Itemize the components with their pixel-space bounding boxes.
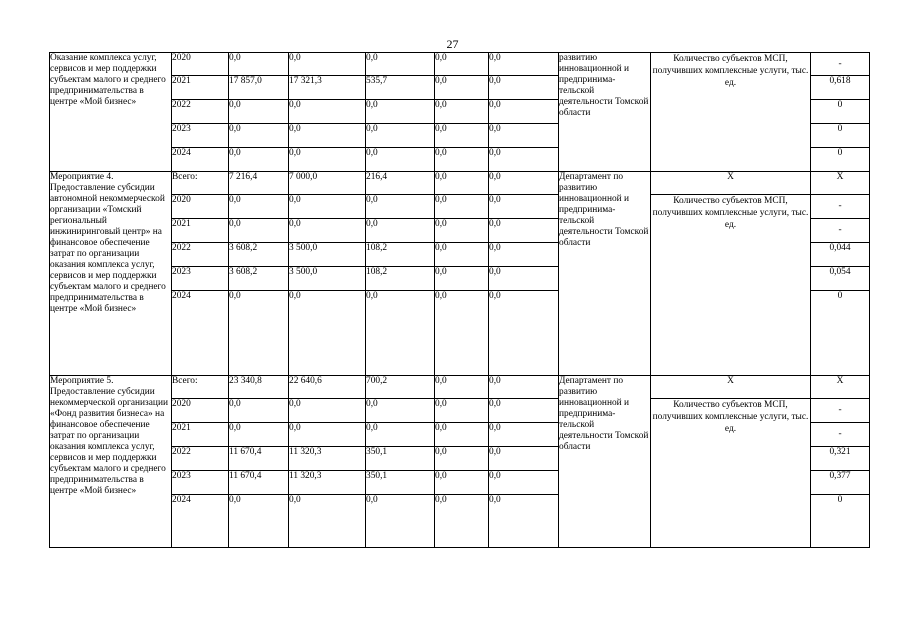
funding-cell: 0,0: [489, 148, 559, 172]
funding-cell: 0,0: [289, 53, 366, 76]
funding-cell: 108,2: [366, 267, 435, 291]
activity-description: Мероприятие 4. Предоставление субсидии автономной некоммерческой организации «Томский региональный инжиниринговый центр» на финансовое обеспечение затрат по организации оказания комплекса услуг, сервисов и мер поддержки субъектам малого и среднего предпринимательства в центре «Мой бизнес»: [50, 172, 172, 376]
funding-cell: 0,0: [229, 399, 289, 423]
indicator-value: 0,377: [811, 471, 870, 495]
table-row: [50, 399, 870, 423]
indicator-value: 0: [811, 124, 870, 148]
indicator-value: -: [811, 53, 870, 76]
indicator-x: X: [651, 376, 811, 399]
indicator-value: -: [811, 423, 870, 447]
indicator-value: 0,054: [811, 267, 870, 291]
funding-cell: 3 608,2: [229, 243, 289, 267]
funding-cell: 22 640,6: [289, 376, 366, 399]
funding-cell: 0,0: [289, 399, 366, 423]
year-cell: 2024: [172, 291, 229, 376]
funding-cell: 0,0: [229, 124, 289, 148]
funding-cell: 11 320,3: [289, 471, 366, 495]
funding-cell: 0,0: [489, 267, 559, 291]
funding-cell: 0,0: [489, 124, 559, 148]
funding-cell: 0,0: [229, 100, 289, 124]
table-row: [50, 53, 870, 76]
funding-cell: 17 857,0: [229, 76, 289, 100]
funding-cell: 0,0: [435, 376, 489, 399]
funding-cell: 216,4: [366, 172, 435, 195]
indicator-value: -: [811, 399, 870, 423]
funding-cell: 0,0: [489, 53, 559, 76]
funding-cell: 0,0: [366, 495, 435, 548]
funding-cell: 350,1: [366, 447, 435, 471]
year-cell: 2022: [172, 447, 229, 471]
indicator-value: 0,618: [811, 76, 870, 100]
funding-cell: 17 321,3: [289, 76, 366, 100]
funding-cell: 0,0: [366, 53, 435, 76]
year-cell: 2020: [172, 399, 229, 423]
funding-cell: 0,0: [229, 148, 289, 172]
funding-cell: 0,0: [489, 495, 559, 548]
indicator-cell: Количество субъектов МСП, получивших комплексные услуги, тыс. ед.: [651, 53, 811, 172]
table-row: [50, 195, 870, 219]
program-table: [49, 52, 870, 548]
year-cell: 2020: [172, 195, 229, 219]
total-label: Всего:: [172, 172, 229, 195]
funding-cell: 535,7: [366, 76, 435, 100]
funding-cell: 11 670,4: [229, 471, 289, 495]
indicator-cell: Количество субъектов МСП, получивших комплексные услуги, тыс. ед.: [651, 195, 811, 376]
funding-cell: 0,0: [435, 100, 489, 124]
indicator-value: -: [811, 219, 870, 243]
funding-cell: 0,0: [435, 243, 489, 267]
funding-cell: 0,0: [489, 243, 559, 267]
funding-cell: 0,0: [435, 195, 489, 219]
funding-cell: 0,0: [289, 148, 366, 172]
year-cell: 2021: [172, 219, 229, 243]
funding-cell: 11 670,4: [229, 447, 289, 471]
funding-cell: 0,0: [489, 471, 559, 495]
table-row: [50, 172, 870, 195]
funding-cell: 3 608,2: [229, 267, 289, 291]
funding-cell: 0,0: [289, 495, 366, 548]
funding-cell: 11 320,3: [289, 447, 366, 471]
year-cell: 2023: [172, 267, 229, 291]
funding-cell: 0,0: [229, 219, 289, 243]
value-x: X: [811, 172, 870, 195]
funding-cell: 0,0: [435, 399, 489, 423]
indicator-value: 0: [811, 291, 870, 376]
funding-cell: 0,0: [435, 267, 489, 291]
funding-cell: 0,0: [289, 124, 366, 148]
funding-cell: 0,0: [289, 219, 366, 243]
funding-cell: 0,0: [489, 376, 559, 399]
table-row: [50, 376, 870, 399]
funding-cell: 0,0: [289, 291, 366, 376]
funding-cell: 0,0: [366, 124, 435, 148]
indicator-value: 0: [811, 495, 870, 548]
funding-cell: 0,0: [435, 172, 489, 195]
funding-cell: 0,0: [489, 76, 559, 100]
funding-cell: 0,0: [366, 423, 435, 447]
funding-cell: 0,0: [289, 100, 366, 124]
funding-cell: 350,1: [366, 471, 435, 495]
activity-description: Мероприятие 5. Предоставление субсидии некоммерческой организации «Фонд развития бизнеса» на финансовое обеспечение затрат по организации оказания комплекса услуг, сервисов и мер поддержки субъектам малого и среднего предпринимательства в центре «Мой бизнес»: [50, 376, 172, 548]
funding-cell: 0,0: [366, 195, 435, 219]
funding-cell: 0,0: [435, 148, 489, 172]
activity-description: Оказание комплекса услуг, сервисов и мер поддержки субъектам малого и среднего предпринимательства в центре «Мой бизнес»: [50, 53, 172, 172]
year-cell: 2024: [172, 495, 229, 548]
indicator-value: 0,044: [811, 243, 870, 267]
department-cell: Департамент по развитию инновационной и предпринима-тельской деятельности Томской области: [559, 172, 651, 376]
year-cell: 2023: [172, 471, 229, 495]
indicator-value: 0,321: [811, 447, 870, 471]
year-cell: 2021: [172, 76, 229, 100]
funding-cell: 0,0: [435, 124, 489, 148]
funding-cell: 0,0: [489, 195, 559, 219]
funding-cell: 0,0: [435, 219, 489, 243]
funding-cell: 0,0: [489, 100, 559, 124]
funding-cell: 0,0: [489, 291, 559, 376]
funding-cell: 0,0: [366, 399, 435, 423]
indicator-value: 0: [811, 100, 870, 124]
funding-cell: 23 340,8: [229, 376, 289, 399]
year-cell: 2020: [172, 53, 229, 76]
year-cell: 2021: [172, 423, 229, 447]
funding-cell: 700,2: [366, 376, 435, 399]
value-x: X: [811, 376, 870, 399]
funding-cell: 0,0: [435, 471, 489, 495]
funding-cell: 3 500,0: [289, 267, 366, 291]
funding-cell: 0,0: [489, 219, 559, 243]
funding-cell: 7 216,4: [229, 172, 289, 195]
indicator-cell: Количество субъектов МСП, получивших комплексные услуги, тыс. ед.: [651, 399, 811, 548]
funding-cell: 0,0: [489, 172, 559, 195]
year-cell: 2022: [172, 243, 229, 267]
funding-cell: 3 500,0: [289, 243, 366, 267]
funding-cell: 0,0: [289, 195, 366, 219]
funding-cell: 0,0: [435, 291, 489, 376]
funding-cell: 0,0: [366, 148, 435, 172]
funding-cell: 108,2: [366, 243, 435, 267]
funding-cell: 0,0: [229, 291, 289, 376]
funding-cell: 0,0: [229, 423, 289, 447]
funding-cell: 0,0: [489, 447, 559, 471]
funding-cell: 0,0: [229, 495, 289, 548]
year-cell: 2024: [172, 148, 229, 172]
funding-cell: 7 000,0: [289, 172, 366, 195]
funding-cell: 0,0: [435, 447, 489, 471]
year-cell: 2023: [172, 124, 229, 148]
indicator-x: X: [651, 172, 811, 195]
funding-cell: 0,0: [366, 291, 435, 376]
funding-cell: 0,0: [366, 219, 435, 243]
department-cell: Департамент по развитию инновационной и предпринима-тельской деятельности Томской области: [559, 376, 651, 548]
funding-cell: 0,0: [489, 399, 559, 423]
funding-cell: 0,0: [229, 53, 289, 76]
indicator-value: 0: [811, 148, 870, 172]
funding-cell: 0,0: [435, 53, 489, 76]
funding-cell: 0,0: [435, 423, 489, 447]
indicator-value: -: [811, 195, 870, 219]
funding-cell: 0,0: [366, 100, 435, 124]
funding-cell: 0,0: [435, 76, 489, 100]
total-label: Всего:: [172, 376, 229, 399]
department-cell: развитию инновационной и предпринима-тельской деятельности Томской области: [559, 53, 651, 172]
funding-cell: 0,0: [489, 423, 559, 447]
funding-cell: 0,0: [229, 195, 289, 219]
page-number: 27: [446, 37, 459, 51]
year-cell: 2022: [172, 100, 229, 124]
funding-cell: 0,0: [435, 495, 489, 548]
funding-cell: 0,0: [289, 423, 366, 447]
